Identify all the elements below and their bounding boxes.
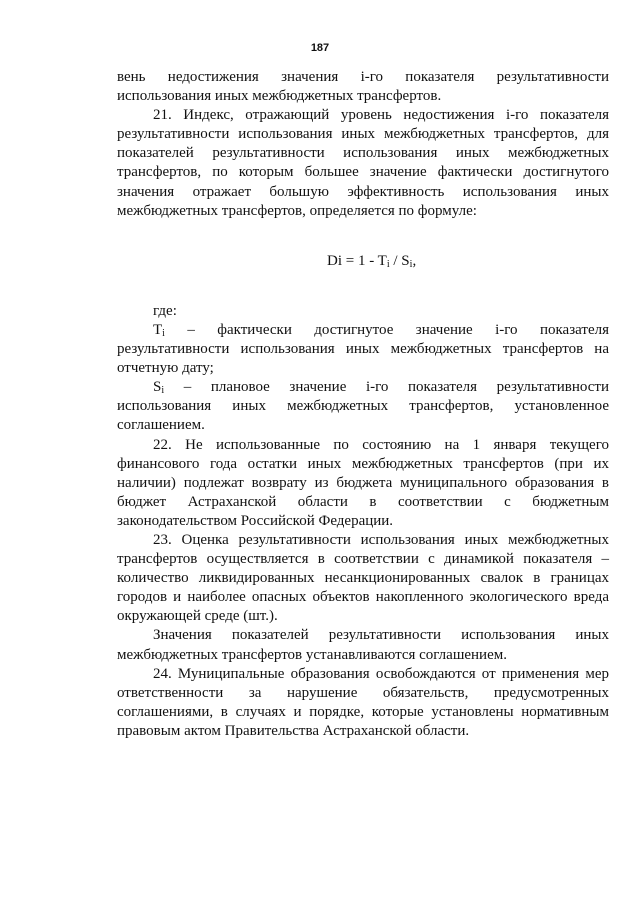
- where-label: где:: [153, 302, 177, 319]
- ti-symbol: T: [153, 321, 163, 338]
- si-text: – плановое значение i-го показателя результативности использования иных межбюджетных трансфертов, установленное соглашением.: [117, 379, 609, 434]
- definition-ti: [117, 321, 609, 378]
- formula-mid: / S: [389, 252, 410, 269]
- ti-subscript: i: [162, 327, 165, 339]
- formula-end: ,: [412, 252, 417, 269]
- definition-si: [117, 378, 609, 435]
- document-body: [117, 68, 609, 741]
- paragraph-23: 23. Оценка результативности использования иных межбюджетных трансфертов осуществляется в соответствии с динамикой показателя – количество ликвидированных несанкционированных свалок в границах городов и наиболее опасных объектов накопленного экологического вреда окружающей среде (шт.).: [117, 531, 609, 625]
- ti-text: – фактически достигнутое значение i-го показателя результативности использования иных межбюджетных трансфертов на отчетную дату;: [117, 321, 609, 377]
- paragraph-21: 21. Индекс, отражающий уровень недостижения i-го показателя результативности использования иных межбюджетных трансфертов, для показателей результативности использования иных межбюджетных трансфертов, по которым большее значение фактически достигнутого значения отражает большую эффективность использования иных межбюджетных трансфертов, определяется по формуле:: [117, 107, 609, 219]
- page-number: 187: [310, 42, 330, 54]
- paragraph-continuation: вень недостижения значения i-го показателя результативности использования иных межбюджетных трансфертов.: [117, 69, 609, 105]
- formula-sub-ti: i: [386, 258, 390, 270]
- si-symbol: S: [153, 379, 162, 396]
- si-subscript: i: [161, 385, 165, 397]
- paragraph-22: 22. Не использованные по состоянию на 1 января текущего финансового года остатки иных межбюджетных трансфертов (при их наличии) подлежат возврату из бюджета муниципального образования в бюджет Астраханской области в соответствии с бюджетным законодательством Российской Федерации.: [117, 436, 609, 529]
- formula-lhs: Di = 1 - T: [327, 252, 387, 269]
- paragraph-24: 24. Муниципальные образования освобождаются от применения мер ответственности за нарушение обязательств, предусмотренных соглашениями, в случаях и порядке, которые установлены нормативным правовым актом Правительства Астраханской области.: [117, 665, 609, 739]
- paragraph-23-values: Значения показателей результативности использования иных межбюджетных трансфертов устанавливаются соглашением.: [117, 627, 609, 663]
- formula: [327, 252, 609, 271]
- formula-sub-si: i: [409, 258, 413, 270]
